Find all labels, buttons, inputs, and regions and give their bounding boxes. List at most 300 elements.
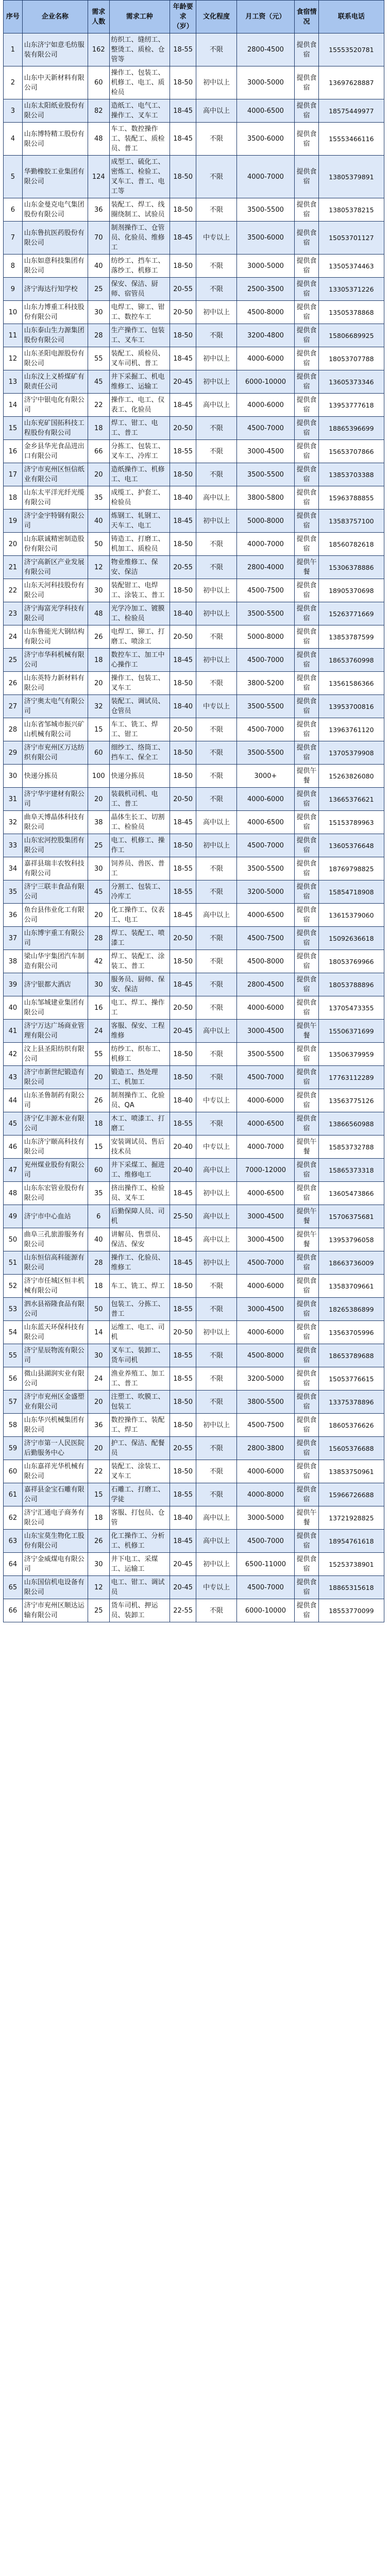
cell-wage: 4500-7500 <box>236 579 295 602</box>
cell-age: 18-45 <box>170 904 196 927</box>
cell-company: 济宁奥太电气有限公司 <box>22 695 88 718</box>
cell-wage: 4500-7000 <box>236 649 295 672</box>
cell-job-type: 井下采煤工、掘进工、维修电工 <box>109 1159 170 1182</box>
cell-company: 济宁高新区产业发展有限公司 <box>22 556 88 579</box>
cell-phone: 13505378868 <box>318 301 384 324</box>
cell-age: 20-40 <box>170 1136 196 1159</box>
cell-company: 山东汶上义桥煤矿有限责任公司 <box>22 370 88 394</box>
cell-age: 18-40 <box>170 1089 196 1112</box>
cell-board: 提供食宿 <box>295 718 318 741</box>
cell-education: 不限 <box>196 123 236 156</box>
cell-age: 18-50 <box>170 672 196 695</box>
table-row <box>4 811 384 834</box>
cell-count: 40 <box>88 255 109 278</box>
cell-no: 55 <box>4 1344 23 1367</box>
cell-company: 泗水县裕隆食品有限公司 <box>22 1298 88 1321</box>
cell-board: 提供食宿 <box>295 1599 318 1622</box>
cell-board: 提供食宿 <box>295 1251 318 1275</box>
cell-wage: 2800-3800 <box>236 1437 295 1460</box>
cell-phone: 13805378215 <box>318 198 384 222</box>
cell-count: 18 <box>88 1112 109 1136</box>
cell-age: 18-50 <box>170 533 196 556</box>
cell-company: 山东蓝天环保科技有限公司 <box>22 1321 88 1344</box>
job-table <box>3 0 384 1622</box>
table-row <box>4 880 384 904</box>
cell-phone: 15854718908 <box>318 880 384 904</box>
cell-count: 12 <box>88 1576 109 1599</box>
cell-board: 提供食宿 <box>295 1483 318 1506</box>
cell-no: 47 <box>4 1159 23 1182</box>
cell-board: 提供食宿 <box>295 1553 318 1576</box>
cell-education: 不限 <box>196 463 236 486</box>
cell-no: 9 <box>4 278 23 301</box>
cell-age: 18-45 <box>170 649 196 672</box>
cell-board: 提供食宿 <box>295 1043 318 1066</box>
cell-age: 20-50 <box>170 788 196 811</box>
cell-board: 提供食宿 <box>295 66 318 99</box>
cell-wage: 3500-5500 <box>236 1043 295 1066</box>
cell-no: 49 <box>4 1205 23 1228</box>
cell-age: 18-45 <box>170 1182 196 1205</box>
cell-wage: 3500-5500 <box>236 602 295 625</box>
cell-wage: 3000-4500 <box>236 1228 295 1251</box>
cell-job-type: 装配工、调试员、仓管员 <box>109 695 170 718</box>
cell-wage: 3500-5500 <box>236 463 295 486</box>
cell-wage: 4500-7500 <box>236 1414 295 1437</box>
cell-job-type: 成型工、硫化工、密炼工、检验工、叉车工、普工、电工等 <box>109 156 170 198</box>
cell-company: 山东宏河控股集团有限公司 <box>22 834 88 857</box>
cell-education: 不限 <box>196 440 236 463</box>
cell-wage: 3500-5500 <box>236 695 295 718</box>
cell-count: 48 <box>88 123 109 156</box>
cell-job-type: 光学冷加工、镀膜工、检验员 <box>109 602 170 625</box>
table-row <box>4 1136 384 1159</box>
cell-no: 10 <box>4 301 23 324</box>
cell-board: 提供食宿 <box>295 1460 318 1483</box>
cell-no: 20 <box>4 533 23 556</box>
cell-wage: 4000-6500 <box>236 904 295 927</box>
cell-phone: 18769798825 <box>318 857 384 880</box>
cell-education: 不限 <box>196 156 236 198</box>
cell-education: 不限 <box>196 533 236 556</box>
cell-board: 提供食宿 <box>295 1182 318 1205</box>
table-row <box>4 123 384 156</box>
table-row <box>4 1576 384 1599</box>
cell-count: 28 <box>88 324 109 347</box>
cell-phone: 15605376688 <box>318 1437 384 1460</box>
cell-phone: 13583709661 <box>318 1275 384 1298</box>
cell-phone: 15963788855 <box>318 486 384 510</box>
cell-age: 18-40 <box>170 602 196 625</box>
cell-education: 不限 <box>196 1483 236 1506</box>
cell-age: 18-55 <box>170 1112 196 1136</box>
cell-board: 提供食宿 <box>295 278 318 301</box>
cell-no: 58 <box>4 1414 23 1437</box>
cell-job-type: 饲养员、兽医、普工 <box>109 857 170 880</box>
cell-phone: 18560782618 <box>318 533 384 556</box>
cell-count: 30 <box>88 857 109 880</box>
cell-company: 济宁海达行知学校 <box>22 278 88 301</box>
cell-board: 提供食宿 <box>295 198 318 222</box>
cell-company: 嘉祥县金宝石雕有限公司 <box>22 1483 88 1506</box>
cell-job-type: 炼钢工、轧钢工、天车工、电工 <box>109 510 170 533</box>
cell-company: 金乡县华光食品进出口有限公司 <box>22 440 88 463</box>
cell-count: 15 <box>88 718 109 741</box>
cell-wage: 3200-5000 <box>236 1367 295 1391</box>
cell-phone: 15092636618 <box>318 927 384 950</box>
cell-job-type: 渔业养殖工、加工工、普工 <box>109 1367 170 1391</box>
header-age: 年龄要求（岁） <box>170 1 196 33</box>
cell-job-type: 制剂操作工、化验员、QA <box>109 1089 170 1112</box>
cell-phone: 18865396699 <box>318 417 384 440</box>
cell-job-type: 井下电工、采煤工、运输工 <box>109 1553 170 1576</box>
cell-phone: 18553770099 <box>318 1599 384 1622</box>
cell-wage: 4500-8000 <box>236 301 295 324</box>
cell-no: 33 <box>4 834 23 857</box>
cell-age: 20-50 <box>170 625 196 649</box>
cell-count: 55 <box>88 347 109 370</box>
cell-board: 提供食宿 <box>295 1414 318 1437</box>
cell-wage: 3000-5000 <box>236 1506 295 1530</box>
cell-count: 28 <box>88 1251 109 1275</box>
cell-job-type: 化工操作工、分析工、机修工 <box>109 1530 170 1553</box>
cell-wage: 3500-6000 <box>236 222 295 255</box>
cell-wage: 4000-7000 <box>236 533 295 556</box>
cell-education: 不限 <box>196 950 236 973</box>
cell-wage: 4000-6000 <box>236 1321 295 1344</box>
cell-job-type: 车工、铣工、焊工 <box>109 1275 170 1298</box>
cell-wage: 3000+ <box>236 765 295 788</box>
cell-job-type: 装配钳工、电焊工、涂装工、普工 <box>109 579 170 602</box>
cell-board: 提供食宿 <box>295 99 318 123</box>
table-row <box>4 1391 384 1414</box>
cell-wage: 4500-8000 <box>236 1344 295 1367</box>
cell-job-type: 生产操作工、包装工、叉车工 <box>109 324 170 347</box>
cell-phone: 18865315618 <box>318 1576 384 1599</box>
cell-job-type: 分拣工、包装工、叉车工、冷库工 <box>109 440 170 463</box>
cell-age: 20-50 <box>170 1321 196 1344</box>
cell-board: 提供食宿 <box>295 1298 318 1321</box>
cell-job-type: 操作工、包装工、机修工、电工、质检员 <box>109 66 170 99</box>
cell-count: 36 <box>88 198 109 222</box>
table-row <box>4 1089 384 1112</box>
cell-wage: 2800-4500 <box>236 973 295 996</box>
cell-count: 162 <box>88 33 109 66</box>
table-row <box>4 718 384 741</box>
cell-count: 15 <box>88 1136 109 1159</box>
cell-age: 18-50 <box>170 579 196 602</box>
cell-no: 30 <box>4 765 23 788</box>
cell-phone: 15053776615 <box>318 1367 384 1391</box>
cell-job-type: 数控操作工、装配工、焊工 <box>109 1414 170 1437</box>
cell-phone: 18053788896 <box>318 973 384 996</box>
cell-age: 18-50 <box>170 463 196 486</box>
cell-job-type: 服务员、厨师、保安、保洁 <box>109 973 170 996</box>
cell-education: 高中以上 <box>196 811 236 834</box>
cell-wage: 3500-6000 <box>236 123 295 156</box>
cell-no: 14 <box>4 394 23 417</box>
cell-count: 30 <box>88 1553 109 1576</box>
cell-wage: 5000-8000 <box>236 625 295 649</box>
cell-no: 48 <box>4 1182 23 1205</box>
cell-count: 30 <box>88 579 109 602</box>
cell-education: 初中以上 <box>196 510 236 533</box>
cell-no: 66 <box>4 1599 23 1622</box>
cell-wage: 4000-6500 <box>236 99 295 123</box>
header-wage: 月工资（元） <box>236 1 295 33</box>
cell-count: 30 <box>88 973 109 996</box>
cell-board: 提供食宿 <box>295 324 318 347</box>
cell-board: 提供午餐 <box>295 765 318 788</box>
cell-board: 提供食宿 <box>295 1066 318 1089</box>
cell-wage: 2800-4500 <box>236 33 295 66</box>
cell-board: 提供午餐 <box>295 1228 318 1251</box>
table-row <box>4 1599 384 1622</box>
cell-education: 中专以上 <box>196 695 236 718</box>
cell-wage: 4500-8000 <box>236 950 295 973</box>
cell-no: 37 <box>4 927 23 950</box>
header-no: 序号 <box>4 1 23 33</box>
cell-education: 中专以上 <box>196 222 236 255</box>
cell-count: 66 <box>88 440 109 463</box>
cell-age: 18-45 <box>170 1530 196 1553</box>
table-row <box>4 1414 384 1437</box>
cell-age: 25-50 <box>170 1205 196 1228</box>
cell-no: 42 <box>4 1043 23 1066</box>
cell-education: 高中以上 <box>196 394 236 417</box>
cell-education: 不限 <box>196 927 236 950</box>
cell-board: 提供食宿 <box>295 1391 318 1414</box>
cell-wage: 3200-4800 <box>236 324 295 347</box>
cell-age: 20-50 <box>170 996 196 1020</box>
table-row <box>4 1228 384 1251</box>
cell-age: 18-55 <box>170 1298 196 1321</box>
cell-board: 提供食宿 <box>295 579 318 602</box>
cell-company: 嘉祥县瑞丰农牧科技有限公司 <box>22 857 88 880</box>
cell-no: 16 <box>4 440 23 463</box>
cell-age: 18-50 <box>170 1414 196 1437</box>
cell-company: 山东泰山生力源集团股份有限公司 <box>22 324 88 347</box>
cell-education: 不限 <box>196 255 236 278</box>
cell-phone: 13605473866 <box>318 1182 384 1205</box>
cell-job-type: 叉车工、装卸工、货车司机 <box>109 1344 170 1367</box>
cell-education: 初中以上 <box>196 649 236 672</box>
cell-education: 初中以上 <box>196 301 236 324</box>
table-row <box>4 788 384 811</box>
cell-job-type: 成缆工、护套工、检验员 <box>109 486 170 510</box>
cell-board: 提供食宿 <box>295 927 318 950</box>
cell-count: 42 <box>88 950 109 973</box>
cell-company: 济宁市新世纪锻造有限公司 <box>22 1066 88 1089</box>
cell-company: 山东邹城建业集团有限公司 <box>22 996 88 1020</box>
cell-company: 曲阜天博晶体科技有限公司 <box>22 811 88 834</box>
cell-count: 22 <box>88 1460 109 1483</box>
cell-wage: 3000-4500 <box>236 1205 295 1228</box>
cell-board: 提供食宿 <box>295 347 318 370</box>
cell-job-type: 装配工、焊工、线圈绕制工、试验员 <box>109 198 170 222</box>
cell-company: 济宁市华科机械有限公司 <box>22 649 88 672</box>
cell-count: 26 <box>88 1530 109 1553</box>
table-row <box>4 1483 384 1506</box>
cell-no: 56 <box>4 1367 23 1391</box>
cell-no: 24 <box>4 625 23 649</box>
cell-job-type: 晶体生长工、切割工、检验员 <box>109 811 170 834</box>
cell-no: 46 <box>4 1136 23 1159</box>
cell-phone: 18053769966 <box>318 950 384 973</box>
cell-phone: 13561586366 <box>318 672 384 695</box>
cell-job-type: 装载机司机、电工、普工 <box>109 788 170 811</box>
cell-phone: 15553466116 <box>318 123 384 156</box>
cell-wage: 4000-6500 <box>236 811 295 834</box>
cell-no: 62 <box>4 1506 23 1530</box>
cell-education: 不限 <box>196 857 236 880</box>
cell-age: 20-45 <box>170 1020 196 1043</box>
cell-wage: 4500-7000 <box>236 718 295 741</box>
table-row <box>4 463 384 486</box>
cell-job-type: 后勤保障人员、司机 <box>109 1205 170 1228</box>
cell-count: 36 <box>88 1414 109 1437</box>
cell-education: 中专以上 <box>196 1576 236 1599</box>
cell-phone: 13953796058 <box>318 1228 384 1251</box>
cell-company: 济宁市兖州区万达纺织有限公司 <box>22 741 88 765</box>
table-row <box>4 486 384 510</box>
cell-no: 25 <box>4 649 23 672</box>
cell-age: 18-50 <box>170 1460 196 1483</box>
cell-wage: 4000-6000 <box>236 1089 295 1112</box>
cell-phone: 18653760998 <box>318 649 384 672</box>
cell-board: 提供食宿 <box>295 649 318 672</box>
cell-board: 提供食宿 <box>295 1275 318 1298</box>
cell-no: 61 <box>4 1483 23 1506</box>
table-row <box>4 1182 384 1205</box>
cell-age: 18-45 <box>170 510 196 533</box>
cell-board: 提供食宿 <box>295 695 318 718</box>
cell-age: 20-50 <box>170 301 196 324</box>
table-row <box>4 1460 384 1483</box>
cell-job-type: 焊工、装配工、涂装工、普工 <box>109 950 170 973</box>
cell-no: 44 <box>4 1089 23 1112</box>
cell-age: 18-45 <box>170 394 196 417</box>
cell-phone: 13563775126 <box>318 1089 384 1112</box>
cell-wage: 6000-10000 <box>236 1599 295 1622</box>
cell-no: 31 <box>4 788 23 811</box>
cell-company: 济宁亿丰源木业有限公司 <box>22 1112 88 1136</box>
cell-age: 20-45 <box>170 370 196 394</box>
cell-job-type: 分割工、包装工、冷库工 <box>109 880 170 904</box>
cell-no: 59 <box>4 1437 23 1460</box>
cell-job-type: 护工、保洁、配餐员 <box>109 1437 170 1460</box>
cell-no: 4 <box>4 123 23 156</box>
cell-phone: 15806689925 <box>318 324 384 347</box>
cell-company: 山东济宁颐高科技有限公司 <box>22 1136 88 1159</box>
cell-no: 27 <box>4 695 23 718</box>
cell-board: 提供食宿 <box>295 811 318 834</box>
cell-board: 提供食宿 <box>295 533 318 556</box>
cell-education: 高中以上 <box>196 1205 236 1228</box>
cell-phone: 18605376626 <box>318 1414 384 1437</box>
cell-wage: 3000-4500 <box>236 1020 295 1043</box>
cell-phone: 18053707788 <box>318 347 384 370</box>
cell-board: 提供午餐 <box>295 556 318 579</box>
table-row <box>4 1159 384 1182</box>
cell-education: 中专以上 <box>196 1089 236 1112</box>
cell-count: 18 <box>88 417 109 440</box>
cell-company: 济宁华宇建材有限公司 <box>22 788 88 811</box>
table-row <box>4 1043 384 1066</box>
cell-company: 山东力博重工科技股份有限公司 <box>22 301 88 324</box>
cell-no: 23 <box>4 602 23 625</box>
cell-phone: 13605373346 <box>318 370 384 394</box>
cell-education: 初中以上 <box>196 1321 236 1344</box>
cell-education: 不限 <box>196 1437 236 1460</box>
cell-count: 50 <box>88 1298 109 1321</box>
cell-phone: 15506371699 <box>318 1020 384 1043</box>
cell-count: 25 <box>88 1599 109 1622</box>
cell-count: 25 <box>88 278 109 301</box>
header-education: 文化程度 <box>196 1 236 33</box>
cell-phone: 18653789688 <box>318 1344 384 1367</box>
cell-count: 100 <box>88 765 109 788</box>
cell-age: 18-50 <box>170 950 196 973</box>
cell-count: 20 <box>88 672 109 695</box>
cell-education: 高中以上 <box>196 1020 236 1043</box>
cell-phone: 15853732788 <box>318 1136 384 1159</box>
table-header <box>4 1 384 33</box>
cell-phone: 18265386899 <box>318 1298 384 1321</box>
table-row <box>4 533 384 556</box>
cell-job-type: 操作工、化验员、维修工 <box>109 1251 170 1275</box>
cell-education: 不限 <box>196 1344 236 1367</box>
cell-count: 124 <box>88 156 109 198</box>
cell-board: 提供食宿 <box>295 440 318 463</box>
cell-count: 40 <box>88 1228 109 1251</box>
cell-job-type: 造纸操作工、机修工、电工 <box>109 463 170 486</box>
cell-age: 18-50 <box>170 255 196 278</box>
cell-company: 济宁金威煤电有限公司 <box>22 1553 88 1576</box>
cell-job-type: 电焊工、铆工、钳工、数控车工 <box>109 301 170 324</box>
cell-age: 18-50 <box>170 198 196 222</box>
cell-phone: 13563705996 <box>318 1321 384 1344</box>
cell-wage: 3500-5500 <box>236 857 295 880</box>
cell-job-type: 物业维修工、保安、保洁 <box>109 556 170 579</box>
cell-phone: 13665376621 <box>318 788 384 811</box>
cell-no: 2 <box>4 66 23 99</box>
cell-company: 济宁金宇特钢有限公司 <box>22 510 88 533</box>
cell-age: 20-45 <box>170 1553 196 1576</box>
cell-board: 提供午餐 <box>295 1136 318 1159</box>
cell-board: 提供食宿 <box>295 741 318 765</box>
table-row <box>4 1251 384 1275</box>
cell-job-type: 客服、保安、工程维修 <box>109 1020 170 1043</box>
cell-age: 18-45 <box>170 222 196 255</box>
cell-company: 山东博特精工股份有限公司 <box>22 123 88 156</box>
cell-education: 高中以上 <box>196 99 236 123</box>
table-row <box>4 1020 384 1043</box>
table-row <box>4 950 384 973</box>
cell-job-type: 焊工、钳工、电工、普工 <box>109 417 170 440</box>
cell-company: 山东天河科技股份有限公司 <box>22 579 88 602</box>
cell-job-type: 注塑工、吹膜工、包装工 <box>109 1391 170 1414</box>
cell-wage: 5000-8000 <box>236 510 295 533</box>
cell-job-type: 数控车工、加工中心操作工 <box>109 649 170 672</box>
cell-board: 提供食宿 <box>295 1437 318 1460</box>
cell-count: 18 <box>88 649 109 672</box>
cell-job-type: 操作工、电工、仪表工、化验员 <box>109 394 170 417</box>
header-company: 企业名称 <box>22 1 88 33</box>
cell-job-type: 保安、保洁、厨师、宿管员 <box>109 278 170 301</box>
table-row <box>4 198 384 222</box>
table-row <box>4 1112 384 1136</box>
